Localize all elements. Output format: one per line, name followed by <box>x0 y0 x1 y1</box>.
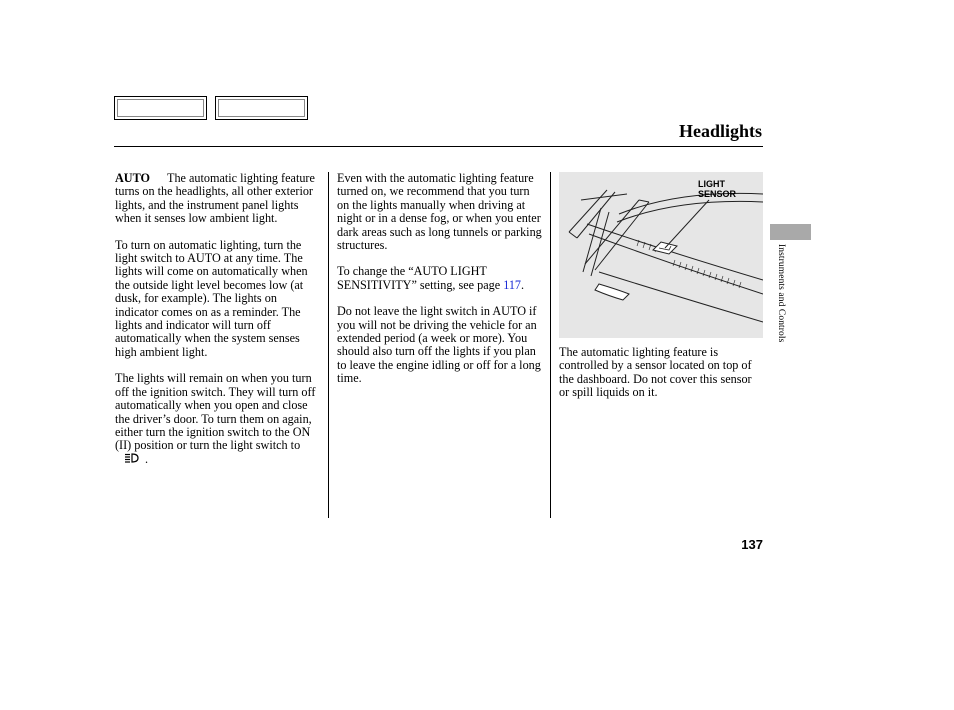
paragraph: Even with the automatic lighting feature turned on, we recommend that you turn on the lights manually when driving at night or in a dense fog, or when you enter dark areas such as long tunnels or parking structures. <box>337 171 542 253</box>
column-divider <box>550 172 551 518</box>
column-divider <box>328 172 329 518</box>
paragraph-text: The lights will remain on when you turn off the ignition switch. They will turn off automatically when you open and close the driver’s door. To turn them on again, either turn the ignition switch to the ON (II) position or turn the light switch to <box>115 371 316 453</box>
column-2 <box>337 172 543 399</box>
paragraph-end: . <box>145 451 149 466</box>
nav-button-prev[interactable] <box>114 96 207 120</box>
light-sensor-label: LIGHT SENSOR <box>698 179 737 199</box>
paragraph <box>115 172 323 226</box>
auto-label: AUTO <box>115 171 150 185</box>
section-tab <box>770 224 811 240</box>
figure-caption: The automatic lighting feature is controlled by a sensor located on top of the dashboard. Do not cover this sensor or spill liquids on it. <box>559 345 752 400</box>
nav-button-next[interactable] <box>215 96 308 120</box>
header-rule <box>114 146 763 147</box>
paragraph-end: . <box>521 277 525 292</box>
headlight-symbol-icon <box>125 453 139 466</box>
page-number: 137 <box>741 537 763 552</box>
paragraph <box>115 372 323 466</box>
light-sensor-illustration <box>559 172 763 338</box>
paragraph: Do not leave the light switch in AUTO if you will not be driving the vehicle for an extended period (a week or more). You should also turn off the lights if you plan to leave the engine idling or off for a long time. <box>337 304 541 386</box>
paragraph-text: The automatic lighting feature turns on the headlights, all other exterior lights, and the instrument panel lights when it senses low ambient light. <box>115 171 315 226</box>
page-title: Headlights <box>678 121 762 141</box>
section-label: Instruments and Controls <box>776 244 786 343</box>
page-link[interactable]: 117 <box>503 277 522 292</box>
paragraph <box>337 265 543 292</box>
paragraph: To turn on automatic lighting, turn the light switch to AUTO at any time. The lights will come on automatically when the outside light level becomes low (at dusk, for example). The lights on indicator comes on as a reminder. The lights and indicator will turn off automatically when the system senses high ambient light. <box>115 237 308 359</box>
column-1 <box>115 172 323 480</box>
nav-button-inner <box>218 99 305 117</box>
nav-button-inner <box>117 99 204 117</box>
paragraph-text: To change the “AUTO LIGHT SENSITIVITY” setting, see page <box>337 264 501 292</box>
